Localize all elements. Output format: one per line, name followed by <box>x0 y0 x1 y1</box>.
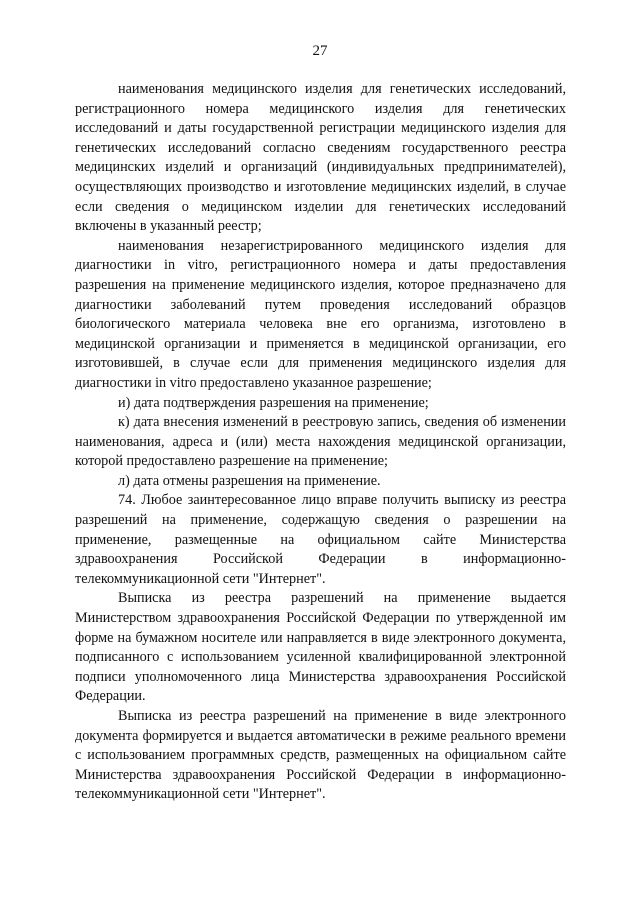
document-body <box>75 80 566 805</box>
paragraph-item-k: к) дата внесения изменений в реестровую запись, сведения об изменении наименования, адреса и (или) места нахождения медицинской организации, которой предоставлено разрешение на применение; <box>75 414 566 470</box>
paragraph-extract-issuance: Выписка из реестра разрешений на применение выдается Министерством здравоохранения Российской Федерации по утвержденной им форме на бумажном носителе или направляется в виде электронного документа, подписанного с использованием усиленной квалифицированной электронной подписи уполномоченного лица Министерства здравоохранения Российской Федерации. <box>75 590 566 705</box>
paragraph-invitro-device-name: наименования незарегистрированного медицинского изделия для диагностики in vitro, регистрационного номера и даты предоставления разрешения на применение медицинского изделия, которое предназначено для диагностики заболеваний путем проведения исследований образцов биологического материала человека вне его организма, изготовлено в медицинской организации и применяется в медицинской организации, его изготовившей, в случае если для применения медицинского изделия для диагностики in vitro предоставлено указанное разрешение; <box>75 237 566 391</box>
paragraph-74: 74. Любое заинтересованное лицо вправе получить выписку из реестра разрешений на применение, содержащую сведения о разрешении на применение, размещенные на официальном сайте Министерства здравоохранения Российской Федерации в информационно-телекоммуникационной сети "Интернет". <box>75 492 566 587</box>
page-number: 27 <box>312 43 328 59</box>
paragraph-item-i: и) дата подтверждения разрешения на применение; <box>118 394 429 411</box>
paragraph-item-l: л) дата отмены разрешения на применение. <box>118 472 381 489</box>
paragraph-electronic-extract: Выписка из реестра разрешений на применение в виде электронного документа формируется и выдается автоматически в режиме реального времени с использованием программных средств, размещенных на официальном сайте Министерства здравоохранения Российской Федерации в информационно-телекоммуникационной сети "Интернет". <box>75 708 566 803</box>
paragraph-genetic-device-name: наименования медицинского изделия для генетических исследований, регистрационного номера медицинского изделия для генетических исследований и даты государственной регистрации медицинского изделия для генетических исследований согласно сведениям государственного реестра медицинских изделий и организаций (индивидуальных предпринимателей), осуществляющих производство и изготовление медицинских изделий, в случае если сведения о медицинском изделии для генетических исследований включены в указанный реестр; <box>75 81 566 235</box>
